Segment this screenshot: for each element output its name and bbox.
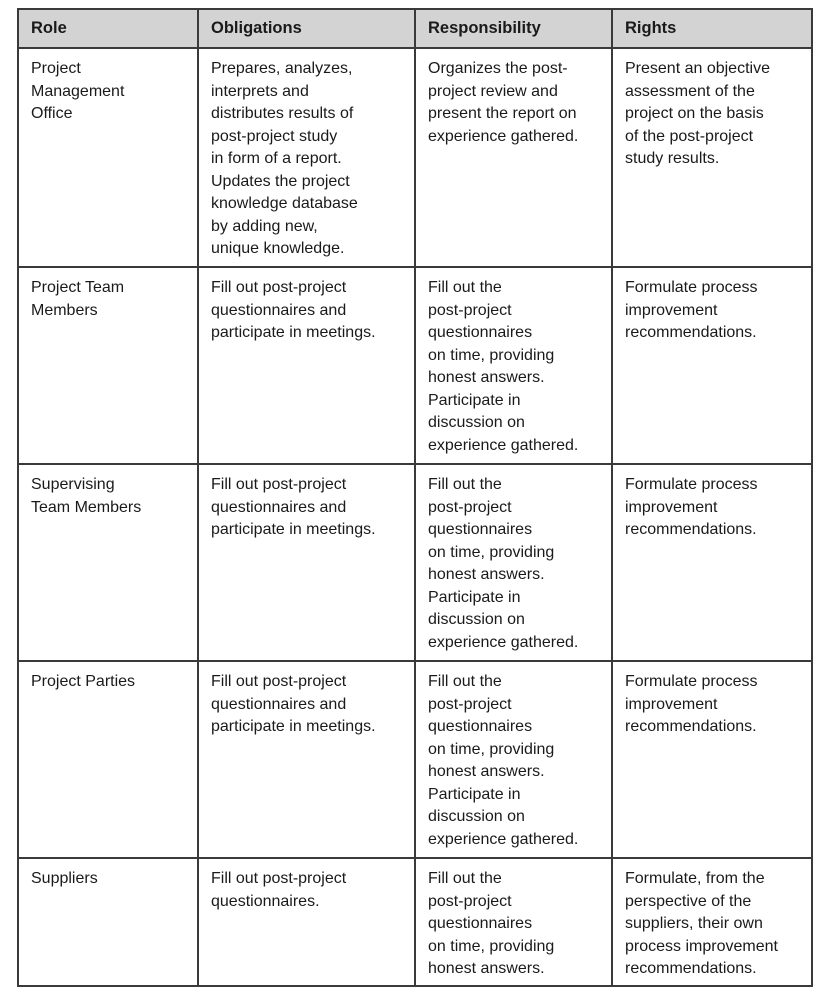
cell-text: Fill out post-project questionnaires and participate in meetings. bbox=[211, 476, 376, 538]
cell-responsibility bbox=[415, 48, 612, 267]
cell-rights bbox=[612, 48, 812, 267]
cell-text: Project Parties bbox=[31, 673, 136, 690]
cell-text: Formulate process improvement recommendations. bbox=[625, 476, 758, 538]
cell-role bbox=[18, 464, 198, 661]
cell-obligations bbox=[198, 267, 415, 464]
cell-obligations bbox=[198, 48, 415, 267]
cell-text: Fill out the post-project questionnaires on time, providing honest answers. Participate in discussion on experience gathered. bbox=[428, 476, 579, 651]
cell-rights bbox=[612, 464, 812, 661]
header-rights: Rights bbox=[612, 9, 812, 48]
cell-text: Present an objective assessment of the project on the basis of the post-project study results. bbox=[625, 60, 770, 167]
header-obligations: Obligations bbox=[198, 9, 415, 48]
cell-text: Formulate process improvement recommendations. bbox=[625, 673, 758, 735]
cell-role bbox=[18, 858, 198, 986]
table-row bbox=[18, 464, 812, 661]
cell-text: Project Team Members bbox=[31, 279, 125, 319]
header-role: Role bbox=[18, 9, 198, 48]
table-row bbox=[18, 48, 812, 267]
cell-role bbox=[18, 267, 198, 464]
table-row bbox=[18, 858, 812, 986]
cell-rights bbox=[612, 661, 812, 858]
cell-text: Project Management Office bbox=[31, 60, 125, 122]
header-row bbox=[18, 9, 812, 48]
table-row bbox=[18, 267, 812, 464]
cell-text: Fill out the post-project questionnaires on time, providing honest answers. bbox=[428, 870, 555, 977]
cell-responsibility bbox=[415, 858, 612, 986]
header-responsibility: Responsibility bbox=[415, 9, 612, 48]
cell-obligations bbox=[198, 464, 415, 661]
cell-obligations bbox=[198, 661, 415, 858]
table-row bbox=[18, 661, 812, 858]
cell-text: Suppliers bbox=[31, 870, 98, 887]
table-header bbox=[18, 9, 812, 48]
cell-text: Organizes the post- project review and present the report on experience gathered. bbox=[428, 60, 579, 145]
cell-text: Fill out the post-project questionnaires on time, providing honest answers. Participate in discussion on experience gathered. bbox=[428, 279, 579, 454]
cell-text: Formulate, from the perspective of the suppliers, their own process improvement recommendations. bbox=[625, 870, 778, 977]
cell-role bbox=[18, 661, 198, 858]
cell-text: Fill out post-project questionnaires and participate in meetings. bbox=[211, 673, 376, 735]
cell-responsibility bbox=[415, 661, 612, 858]
table-body bbox=[18, 48, 812, 986]
cell-role bbox=[18, 48, 198, 267]
cell-obligations bbox=[198, 858, 415, 986]
cell-text: Prepares, analyzes, interprets and distributes results of post-project study in form of a report. Updates the project knowledge database by adding new, unique knowledge. bbox=[211, 60, 358, 257]
cell-text: Formulate process improvement recommendations. bbox=[625, 279, 758, 341]
cell-text: Fill out the post-project questionnaires on time, providing honest answers. Participate in discussion on experience gathered. bbox=[428, 673, 579, 848]
cell-responsibility bbox=[415, 464, 612, 661]
cell-text: Supervising Team Members bbox=[31, 476, 142, 516]
cell-text: Fill out post-project questionnaires. bbox=[211, 870, 347, 910]
roles-table bbox=[17, 8, 813, 987]
cell-rights bbox=[612, 267, 812, 464]
cell-text: Fill out post-project questionnaires and participate in meetings. bbox=[211, 279, 376, 341]
cell-rights bbox=[612, 858, 812, 986]
cell-responsibility bbox=[415, 267, 612, 464]
